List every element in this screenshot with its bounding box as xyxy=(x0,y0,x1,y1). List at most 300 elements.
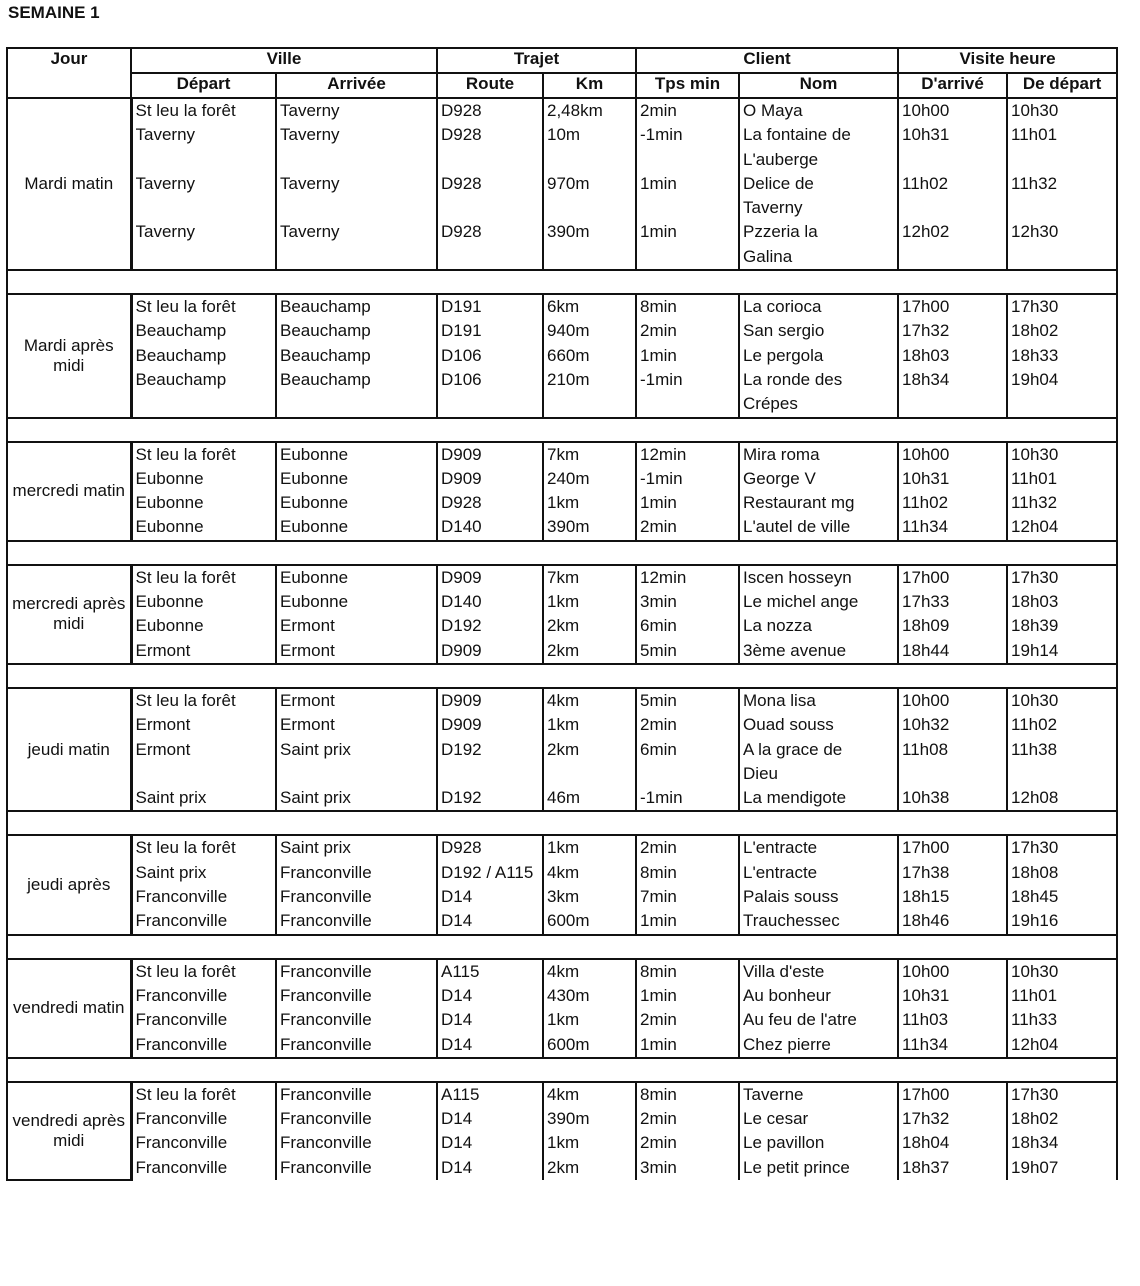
cell-km xyxy=(543,835,636,934)
row-value: Ermont xyxy=(280,690,335,710)
row-value: 18h34 xyxy=(902,369,950,389)
row-value: Beauchamp xyxy=(280,297,371,317)
row-value: Eubonne xyxy=(135,468,204,488)
row-value: Eubonne xyxy=(135,592,204,612)
row-spacer xyxy=(280,148,433,172)
row-value: 12min xyxy=(640,444,687,464)
row-value: 18h39 xyxy=(1011,616,1059,636)
cell-route xyxy=(437,442,543,541)
cell-heure-arrivee xyxy=(898,565,1007,664)
row-value: D909 xyxy=(441,444,482,464)
row-value: 660m xyxy=(547,345,590,365)
row-value: D14 xyxy=(441,1133,473,1153)
row-value: 19h14 xyxy=(1011,640,1059,660)
cell-km xyxy=(543,565,636,664)
row-value: 390m xyxy=(547,1109,590,1129)
cell-tps xyxy=(636,959,739,1058)
row-value: 18h37 xyxy=(902,1157,950,1177)
client-name-line: La mendigote xyxy=(743,788,847,808)
row-value: Ermont xyxy=(135,640,191,660)
row-value: 430m xyxy=(547,985,590,1005)
cell-tps xyxy=(636,688,739,811)
cell-nom xyxy=(739,959,898,1058)
cell-heure-depart xyxy=(1007,98,1117,270)
cell-nom xyxy=(739,98,898,270)
row-value: 1km xyxy=(547,1133,580,1153)
separator-cell xyxy=(7,270,1117,294)
row-value: Beauchamp xyxy=(135,369,227,389)
cell-jour: Mardi matin xyxy=(7,98,131,270)
cell-depart xyxy=(131,959,276,1058)
row-value: 1min xyxy=(640,173,677,193)
row-value: 2km xyxy=(547,616,580,636)
row-value: 11h08 xyxy=(902,739,949,759)
row-spacer xyxy=(136,392,273,416)
row-spacer xyxy=(1011,245,1113,269)
schedule-body xyxy=(7,98,1117,1180)
cell-route xyxy=(437,688,543,811)
cell-heure-arrivee xyxy=(898,959,1007,1058)
day-block xyxy=(7,294,1117,417)
row-value: Franconville xyxy=(135,911,228,931)
row-value: 2min xyxy=(640,838,677,858)
row-value: 4km xyxy=(547,961,580,981)
row-value: -1min xyxy=(640,369,683,389)
row-value: 18h09 xyxy=(902,616,950,636)
cell-heure-arrivee xyxy=(898,294,1007,417)
header-nom: Nom xyxy=(739,73,898,98)
row-value: 10h30 xyxy=(1011,690,1059,710)
client-name-line: La fontaine de xyxy=(743,125,851,145)
row-value: D928 xyxy=(441,101,482,120)
cell-nom xyxy=(739,294,898,417)
cell-heure-depart xyxy=(1007,294,1117,417)
client-name-line: Le pavillon xyxy=(743,1133,825,1153)
row-value: Franconville xyxy=(280,1109,372,1129)
row-value: 3min xyxy=(640,1157,677,1177)
header-depart: Départ xyxy=(131,73,276,98)
row-value: 18h45 xyxy=(1011,887,1059,907)
row-value: Franconville xyxy=(135,1157,228,1177)
row-value: D14 xyxy=(441,1157,473,1177)
row-value: D192 xyxy=(441,739,482,759)
row-value: 1km xyxy=(547,592,580,612)
row-value: 18h03 xyxy=(1011,592,1059,612)
day-block xyxy=(7,442,1117,541)
row-spacer xyxy=(902,148,1003,172)
header-route: Route xyxy=(437,73,543,98)
client-name-line: La corioca xyxy=(743,297,822,317)
row-value: 10h31 xyxy=(902,468,950,488)
row-value: D140 xyxy=(441,592,482,612)
client-name-line: Le petit prince xyxy=(743,1157,850,1177)
row-value: 1min xyxy=(640,493,677,513)
row-value: D140 xyxy=(441,517,482,537)
row-value: Saint prix xyxy=(135,788,207,808)
row-spacer xyxy=(902,245,1003,269)
row-value: 12h08 xyxy=(1011,788,1059,808)
row-spacer xyxy=(441,392,539,416)
row-value: 18h04 xyxy=(902,1133,950,1153)
row-value: D14 xyxy=(441,887,473,907)
row-spacer xyxy=(280,196,433,220)
row-value: D106 xyxy=(441,345,482,365)
header-tps-min: Tps min xyxy=(636,73,739,98)
row-value: 12h04 xyxy=(1011,517,1059,537)
row-spacer xyxy=(902,762,1003,786)
row-value: 8min xyxy=(640,862,677,882)
row-spacer xyxy=(136,196,273,220)
cell-km xyxy=(543,98,636,270)
block-separator xyxy=(7,664,1117,688)
row-value: Beauchamp xyxy=(280,321,371,341)
row-value: Franconville xyxy=(280,911,372,931)
row-value: 18h02 xyxy=(1011,321,1059,341)
row-spacer xyxy=(1011,762,1113,786)
day-block xyxy=(7,565,1117,664)
cell-route xyxy=(437,1082,543,1180)
client-name-line: Restaurant mg xyxy=(743,493,855,513)
day-block xyxy=(7,835,1117,934)
row-value: 17h32 xyxy=(902,1109,950,1129)
header-arrivee: Arrivée xyxy=(276,73,437,98)
cell-jour: jeudi après xyxy=(7,835,131,934)
row-value: Eubonne xyxy=(280,517,349,537)
row-value: Taverny xyxy=(135,173,196,193)
row-value: 18h34 xyxy=(1011,1133,1059,1153)
row-value: Franconville xyxy=(135,985,228,1005)
client-name-line: Au bonheur xyxy=(743,985,831,1005)
row-value: Franconville xyxy=(135,887,228,907)
row-value: Franconville xyxy=(280,985,372,1005)
cell-heure-depart xyxy=(1007,959,1117,1058)
row-value: 17h30 xyxy=(1011,1084,1059,1104)
row-value: 1min xyxy=(640,911,677,931)
row-value: 2km xyxy=(547,640,580,660)
cell-tps xyxy=(636,835,739,934)
row-spacer xyxy=(902,196,1003,220)
row-value: 10h38 xyxy=(902,788,950,808)
row-value: 210m xyxy=(547,369,590,389)
row-value: 1min xyxy=(640,1034,677,1054)
row-value: St leu la forêt xyxy=(135,961,236,981)
row-spacer xyxy=(547,148,632,172)
row-value: Saint prix xyxy=(280,838,351,858)
row-value: St leu la forêt xyxy=(135,838,236,858)
cell-heure-depart xyxy=(1007,835,1117,934)
client-name-line: L'entracte xyxy=(743,862,818,882)
row-spacer xyxy=(547,245,632,269)
client-name-line: Dieu xyxy=(743,763,778,783)
row-spacer xyxy=(441,148,539,172)
row-value: Eubonne xyxy=(280,468,349,488)
row-value: Taverny xyxy=(135,125,196,145)
row-value: 1km xyxy=(547,715,580,735)
row-value: 390m xyxy=(547,517,590,537)
row-value: Franconville xyxy=(135,1109,228,1129)
row-value: 11h38 xyxy=(1011,739,1058,759)
row-value: Ermont xyxy=(280,616,335,636)
client-name-line: George V xyxy=(743,468,816,488)
row-value: D192 xyxy=(441,616,482,636)
row-value: 11h34 xyxy=(902,517,949,537)
row-value: Eubonne xyxy=(135,517,204,537)
cell-arrivee xyxy=(276,835,437,934)
row-value: Beauchamp xyxy=(280,345,371,365)
row-value: D909 xyxy=(441,640,482,660)
row-value: 10h00 xyxy=(902,444,950,464)
row-value: Beauchamp xyxy=(280,369,371,389)
row-value: 11h34 xyxy=(902,1034,949,1054)
row-value: D909 xyxy=(441,468,482,488)
separator-cell xyxy=(7,1058,1117,1082)
row-value: 19h16 xyxy=(1011,911,1059,931)
cell-arrivee xyxy=(276,1082,437,1180)
cell-arrivee xyxy=(276,959,437,1058)
cell-km xyxy=(543,959,636,1058)
row-value: 17h00 xyxy=(902,838,950,858)
client-name-line: O Maya xyxy=(743,101,803,120)
row-value: Franconville xyxy=(280,1084,372,1104)
row-value: St leu la forêt xyxy=(135,1084,236,1104)
row-value: D909 xyxy=(441,690,482,710)
cell-route xyxy=(437,294,543,417)
row-value: D928 xyxy=(441,173,482,193)
client-name-line: Taverny xyxy=(743,198,803,218)
cell-tps xyxy=(636,1082,739,1180)
row-value: St leu la forêt xyxy=(135,444,236,464)
row-value: Saint prix xyxy=(280,739,351,759)
row-value: 3min xyxy=(640,592,677,612)
row-value: 18h02 xyxy=(1011,1109,1059,1129)
cell-depart xyxy=(131,565,276,664)
row-value: 5min xyxy=(640,640,677,660)
row-value: 11h32 xyxy=(1011,493,1058,513)
row-value: 10h00 xyxy=(902,961,950,981)
row-value: 18h46 xyxy=(902,911,950,931)
row-value: 19h07 xyxy=(1011,1157,1059,1177)
client-name-line: Au feu de l'atre xyxy=(743,1010,857,1030)
row-value: 17h00 xyxy=(902,297,950,317)
day-block xyxy=(7,959,1117,1058)
row-value: 5min xyxy=(640,690,677,710)
client-name-line: Villa d'este xyxy=(743,961,825,981)
cell-heure-depart xyxy=(1007,565,1117,664)
row-value: D192 / A115 xyxy=(441,862,534,882)
row-value: 1km xyxy=(547,493,580,513)
cell-nom xyxy=(739,1082,898,1180)
client-name-line: Galina xyxy=(743,246,793,266)
cell-depart xyxy=(131,835,276,934)
cell-nom xyxy=(739,442,898,541)
cell-arrivee xyxy=(276,294,437,417)
row-value: 2min xyxy=(640,715,677,735)
row-value: 6min xyxy=(640,739,677,759)
row-value: 17h33 xyxy=(902,592,950,612)
header-client: Client xyxy=(636,48,898,73)
page-title: SEMAINE 1 xyxy=(8,3,100,22)
row-value: Franconville xyxy=(135,1133,228,1153)
row-value: Ermont xyxy=(280,640,335,660)
row-value: St leu la forêt xyxy=(135,690,236,710)
row-value: 940m xyxy=(547,321,590,341)
row-value: 7km xyxy=(547,567,580,587)
row-value: 18h44 xyxy=(902,640,950,660)
row-value: 8min xyxy=(640,1084,677,1104)
separator-cell xyxy=(7,418,1117,442)
cell-tps xyxy=(636,98,739,270)
row-spacer xyxy=(280,762,433,786)
row-value: St leu la forêt xyxy=(135,567,236,587)
separator-cell xyxy=(7,935,1117,959)
client-name-line: Crépes xyxy=(743,394,798,414)
header-heure-arrivee: D'arrivé xyxy=(898,73,1007,98)
row-value: 1min xyxy=(640,985,677,1005)
row-value: Franconville xyxy=(280,961,372,981)
row-value: 7min xyxy=(640,887,677,907)
row-value: 1min xyxy=(640,345,677,365)
row-value: D928 xyxy=(441,838,482,858)
client-name-line: San sergio xyxy=(743,321,825,341)
client-name-line: Le cesar xyxy=(743,1109,809,1129)
row-value: 46m xyxy=(547,788,581,808)
block-separator xyxy=(7,811,1117,835)
cell-depart xyxy=(131,98,276,270)
cell-route xyxy=(437,835,543,934)
header-trajet: Trajet xyxy=(437,48,636,73)
row-value: 3km xyxy=(547,887,580,907)
row-value: 11h33 xyxy=(1011,1010,1058,1030)
row-spacer xyxy=(640,762,735,786)
cell-km xyxy=(543,1082,636,1180)
header-jour: Jour xyxy=(7,48,131,98)
row-value: 10h30 xyxy=(1011,101,1059,120)
row-value: 11h02 xyxy=(1011,715,1058,735)
row-value: 11h32 xyxy=(1011,173,1058,193)
row-value: 11h01 xyxy=(1011,125,1058,145)
row-value: 12h02 xyxy=(902,222,950,242)
row-value: A115 xyxy=(441,961,480,981)
cell-route xyxy=(437,98,543,270)
row-value: 2min xyxy=(640,321,677,341)
row-value: Beauchamp xyxy=(135,345,227,365)
row-value: Ermont xyxy=(135,739,191,759)
row-value: 2min xyxy=(640,1010,677,1030)
cell-route xyxy=(437,565,543,664)
separator-cell xyxy=(7,541,1117,565)
row-value: 17h30 xyxy=(1011,838,1059,858)
row-value: 970m xyxy=(547,173,590,193)
row-value: D14 xyxy=(441,1034,473,1054)
row-value: St leu la forêt xyxy=(135,101,236,120)
cell-jour: Mardi après midi xyxy=(7,294,131,417)
row-value: D928 xyxy=(441,222,482,242)
row-value: 11h01 xyxy=(1011,468,1058,488)
block-separator xyxy=(7,1058,1117,1082)
client-name-line: Delice de xyxy=(743,173,814,193)
block-separator xyxy=(7,935,1117,959)
row-value: 12h30 xyxy=(1011,222,1059,242)
cell-route xyxy=(437,959,543,1058)
row-spacer xyxy=(136,762,273,786)
row-value: 17h00 xyxy=(902,1084,950,1104)
row-value: D909 xyxy=(441,567,482,587)
row-value: 2,48km xyxy=(547,101,603,120)
row-value: -1min xyxy=(640,788,683,808)
cell-tps xyxy=(636,294,739,417)
cell-arrivee xyxy=(276,442,437,541)
row-value: 10h00 xyxy=(902,101,950,120)
row-value: 17h30 xyxy=(1011,297,1059,317)
row-value: 11h02 xyxy=(902,493,949,513)
cell-arrivee xyxy=(276,98,437,270)
cell-heure-arrivee xyxy=(898,442,1007,541)
row-spacer xyxy=(441,196,539,220)
row-value: Ermont xyxy=(135,715,191,735)
row-value: 19h04 xyxy=(1011,369,1059,389)
row-spacer xyxy=(640,148,735,172)
row-value: 18h15 xyxy=(902,887,950,907)
row-value: 1km xyxy=(547,838,580,858)
row-value: 2min xyxy=(640,517,677,537)
row-spacer xyxy=(136,245,273,269)
row-value: 6min xyxy=(640,616,677,636)
row-value: 6km xyxy=(547,297,580,317)
row-value: Franconville xyxy=(280,887,372,907)
row-value: 10m xyxy=(547,125,581,145)
header-heure-depart: De départ xyxy=(1007,73,1117,98)
row-value: Saint prix xyxy=(135,862,207,882)
row-spacer xyxy=(280,392,433,416)
row-value: Taverny xyxy=(135,222,196,242)
row-value: A115 xyxy=(441,1084,480,1104)
row-value: 390m xyxy=(547,222,590,242)
row-value: 10h31 xyxy=(902,985,950,1005)
row-value: Taverny xyxy=(280,222,340,242)
row-value: 10h30 xyxy=(1011,444,1059,464)
row-value: D192 xyxy=(441,788,482,808)
cell-km xyxy=(543,688,636,811)
client-name-line: A la grace de xyxy=(743,739,843,759)
row-value: Ermont xyxy=(280,715,335,735)
row-value: Eubonne xyxy=(280,493,349,513)
row-value: Eubonne xyxy=(280,444,349,464)
client-name-line: Le pergola xyxy=(743,345,824,365)
row-spacer xyxy=(547,762,632,786)
row-value: 12h04 xyxy=(1011,1034,1059,1054)
client-name-line: Palais souss xyxy=(743,887,839,907)
row-spacer xyxy=(441,762,539,786)
row-value: 10h32 xyxy=(902,715,950,735)
cell-heure-arrivee xyxy=(898,835,1007,934)
row-value: Franconville xyxy=(280,1034,372,1054)
row-spacer xyxy=(640,245,735,269)
row-value: 7km xyxy=(547,444,580,464)
row-value: 12min xyxy=(640,567,687,587)
client-name-line: Chez pierre xyxy=(743,1034,831,1054)
cell-nom xyxy=(739,835,898,934)
row-value: 2min xyxy=(640,1133,677,1153)
cell-heure-arrivee xyxy=(898,688,1007,811)
row-spacer xyxy=(441,245,539,269)
row-value: D191 xyxy=(441,321,482,341)
block-separator xyxy=(7,418,1117,442)
cell-tps xyxy=(636,442,739,541)
row-value: D14 xyxy=(441,1109,473,1129)
row-value: 11h03 xyxy=(902,1010,949,1030)
row-value: 18h08 xyxy=(1011,862,1059,882)
row-value: 2min xyxy=(640,1109,677,1129)
